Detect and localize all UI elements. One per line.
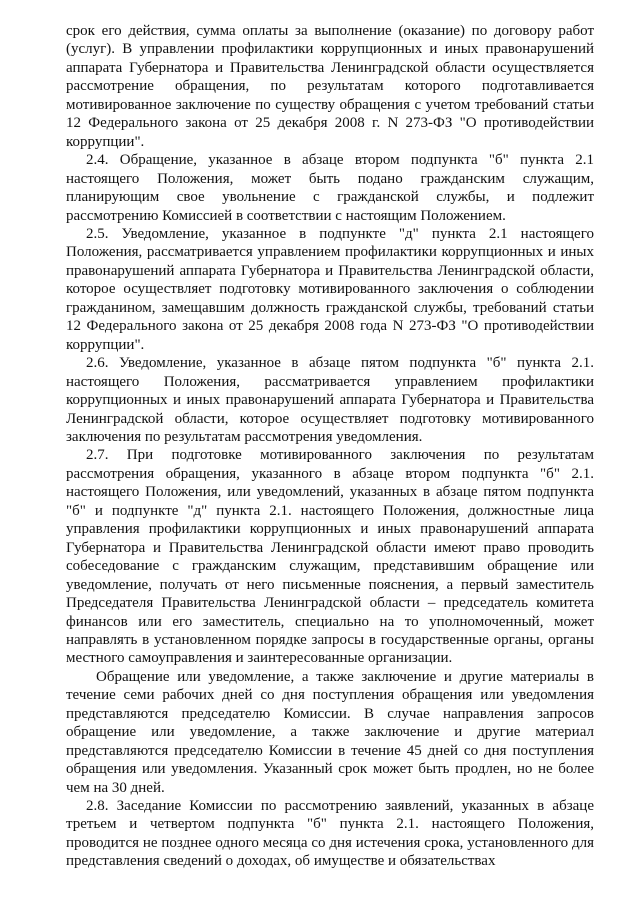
paragraph-2-4: 2.4. Обращение, указанное в абзаце втором подпункта "б" пункта 2.1 настоящего Положения, может быть подано гражданским служащим, планирующим свое увольнение с гражданской службы, и подлежит рассмотрению Комиссией в соответствии с настоящим Положением. bbox=[66, 152, 594, 224]
paragraph-2-8: 2.8. Заседание Комиссии по рассмотрению заявлений, указанных в абзаце третьем и четвертом подпункта "б" пункта 2.1. настоящего Положения, проводится не позднее одного месяца со дня истечения срока, установленного для представления сведений о доходах, об имуществе и обязательствах bbox=[66, 798, 594, 870]
paragraph-2-5: 2.5. Уведомление, указанное в подпункте "д" пункта 2.1 настоящего Положения, рассматривается управлением профилактики коррупционных и иных правонарушений аппарата Губернатора и Правительства Ленинградской области, которое осуществляет подготовку мотивированного заключения о соблюдении гражданином, замещавшим должность гражданской службы, требований статьи 12 Федерального закона от 25 декабря 2008 года N 273-ФЗ "О противодействии коррупции". bbox=[66, 225, 594, 353]
document-page bbox=[66, 22, 594, 871]
paragraph-continuation: срок его действия, сумма оплаты за выполнение (оказание) по договору работ (услуг). В управлении профилактики коррупционных и иных правонарушений аппарата Губернатора и Правительства Ленинградской области осуществляется рассмотрение обращения, по результатам которого подготавливается мотивированное заключение по существу обращения с учетом требований статьи 12 Федерального закона от 25 декабря 2008 г. N 273-ФЗ "О противодействии коррупции". bbox=[66, 23, 594, 150]
paragraph-2-6: 2.6. Уведомление, указанное в абзаце пятом подпункта "б" пункта 2.1. настоящего Положения, рассматривается управлением профилактики коррупционных и иных правонарушений аппарата Губернатора и Правительства Ленинградской области, которое осуществляет подготовку мотивированного заключения по результатам рассмотрения уведомления. bbox=[66, 355, 594, 445]
paragraph-2-7: 2.7. При подготовке мотивированного заключения по результатам рассмотрения обращения, указанного в абзаце втором подпункта "б" 2.1. настоящего Положения, или уведомлений, указанных в абзаце пятом подпункта "б" и подпункте "д" пункта 2.1. настоящего Положения, должностные лица управления профилактики коррупционных и иных правонарушений аппарата Губернатора и Правительства Ленинградской области имеют право проводить собеседование с гражданским служащим, представившим обращение или уведомление, получать от него письменные пояснения, а первый заместитель Председателя Правительства Ленинградской области – председатель комитета финансов или его заместитель, специально на то уполномоченный, может направлять в установленном порядке запросы в государственные органы, органы местного самоуправления и заинтересованные организации. bbox=[66, 447, 594, 667]
paragraph-2-7-continued: Обращение или уведомление, а также заключение и другие материалы в течение семи рабочих дней со дня поступления обращения или уведомления представляются председателю Комиссии. В случае направления запросов обращение или уведомление, а также заключение и другие материал представляются председателю Комиссии в течение 45 дней со дня поступления обращения или уведомления. Указанный срок может быть продлен, но не более чем на 30 дней. bbox=[66, 668, 594, 796]
